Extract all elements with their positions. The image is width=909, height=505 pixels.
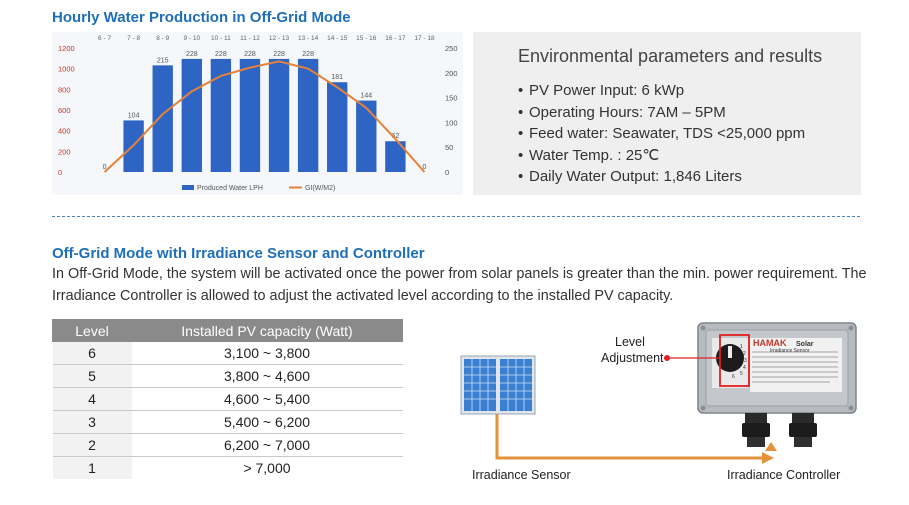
bar — [153, 65, 173, 172]
y-tick-label-left: 600 — [58, 106, 71, 115]
bullet-icon: • — [518, 125, 524, 142]
level-label-1: Level — [615, 335, 645, 349]
y-tick-label-right: 150 — [445, 93, 458, 103]
table-row — [53, 365, 403, 388]
cable-gland-icon — [742, 413, 817, 447]
env-bullet — [518, 123, 805, 145]
bar-data-label: 228 — [273, 50, 285, 58]
bar-data-label: 0 — [102, 164, 107, 171]
chart-section-title: Hourly Water Production in Off-Grid Mode — [52, 9, 351, 26]
level-cell: 3 — [53, 411, 132, 434]
bar — [327, 82, 347, 172]
dial-number: 1 — [740, 344, 743, 350]
table-header-row — [53, 320, 403, 342]
x-tick-label: 9 - 10 — [183, 35, 201, 42]
bar — [298, 59, 318, 172]
x-tick-label: 12 - 13 — [268, 35, 290, 42]
y-tick-label-left: 1000 — [58, 64, 75, 74]
solar-panel-icon — [461, 356, 535, 414]
y-tick-label-right: 200 — [445, 68, 458, 78]
env-bullet — [518, 80, 805, 102]
y-tick-label-left: 1200 — [58, 44, 75, 53]
bar-data-label: 215 — [156, 57, 169, 65]
device-subtitle: Irradiance Sensor — [770, 348, 810, 354]
table-row — [53, 434, 403, 457]
section2-title: Off-Grid Mode with Irradiance Sensor and Controller — [52, 245, 425, 262]
capacity-cell: > 7,000 — [132, 457, 403, 480]
env-bullet — [518, 166, 805, 188]
table-row — [53, 388, 403, 411]
table-row — [53, 411, 403, 434]
env-bullet — [518, 102, 805, 124]
bar-data-label: 228 — [215, 50, 227, 58]
sensor-controller-diagram — [440, 318, 909, 500]
env-bullet-text: Daily Water Output: 1,846 Liters — [529, 168, 742, 185]
legend-label-line: GI(W/M2) — [305, 185, 336, 192]
x-tick-label: 17 - 18 — [414, 35, 435, 42]
table-row — [53, 342, 403, 365]
brand-suffix: Solar — [796, 341, 814, 348]
level-label-2: Adjustment — [601, 351, 664, 365]
level-cell: 6 — [53, 342, 132, 365]
level-cell: 4 — [53, 388, 132, 411]
capacity-cell: 4,600 ~ 5,400 — [132, 388, 403, 411]
env-title: Environmental parameters and results — [518, 46, 823, 66]
level-cell: 2 — [53, 434, 132, 457]
bullet-icon: • — [518, 103, 524, 121]
section-divider — [52, 216, 860, 217]
hourly-production-chart — [52, 32, 463, 195]
x-tick-label: 15 - 16 — [356, 35, 377, 42]
dial-number: 3 — [744, 358, 747, 364]
legend-swatch-bars — [182, 185, 194, 190]
dial-number: 6 — [732, 374, 735, 380]
y-tick-label-left: 400 — [58, 126, 71, 136]
x-tick-label: 6 - 7 — [98, 35, 112, 42]
x-tick-label: 10 - 11 — [210, 35, 231, 42]
level-cell: 1 — [53, 457, 132, 480]
bar-data-label: 144 — [360, 92, 373, 100]
dial-number: 5 — [740, 371, 743, 377]
level-cell: 5 — [53, 365, 132, 388]
dial-number: 2 — [743, 351, 746, 357]
table-header-level: Level — [53, 320, 132, 342]
y-tick-label-left: 800 — [58, 85, 71, 95]
chart-svg — [52, 32, 463, 195]
bar-data-label: 62 — [391, 133, 400, 141]
level-table — [52, 319, 403, 479]
y-tick-label-left: 0 — [58, 168, 63, 177]
bar — [240, 59, 260, 172]
brand-logo: HAMAK — [753, 338, 787, 348]
bar-data-label: 228 — [185, 50, 198, 58]
capacity-cell: 3,100 ~ 3,800 — [132, 342, 403, 365]
y-tick-label-right: 250 — [445, 44, 458, 53]
capacity-cell: 6,200 ~ 7,000 — [132, 434, 403, 457]
dial-number: 4 — [743, 365, 746, 371]
wire-arrow-icon — [762, 452, 774, 464]
controller-arrow-icon — [765, 442, 777, 451]
environmental-panel — [473, 32, 861, 195]
section2-paragraph: In Off-Grid Mode, the system will be activated once the power from solar panels is greater than the min. power requirement. The Irradiance Controller is allowed to adjust the activated level according to the installed PV capacity. — [52, 266, 867, 304]
bar-data-label: 0 — [422, 164, 427, 171]
bar-data-label: 228 — [244, 50, 256, 58]
bar-data-label: 181 — [331, 74, 344, 82]
env-bullet-text: Operating Hours: 7AM – 5PM — [529, 103, 726, 121]
bar-data-label: 228 — [302, 50, 314, 58]
y-tick-label-left: 200 — [58, 147, 71, 157]
y-tick-label-right: 100 — [445, 118, 458, 128]
capacity-cell: 5,400 ~ 6,200 — [132, 411, 403, 434]
env-bullet-text: Water Temp. : 25℃ — [529, 146, 660, 164]
sensor-label: Irradiance Sensor — [472, 468, 571, 482]
x-tick-label: 8 - 9 — [156, 35, 170, 42]
capacity-cell: 3,800 ~ 4,600 — [132, 365, 403, 388]
legend-label-bars: Produced Water LPH — [197, 185, 263, 192]
bar — [182, 59, 202, 172]
env-bullet-list — [518, 80, 805, 188]
bullet-icon: • — [518, 82, 524, 99]
controller-label: Irradiance Controller — [727, 468, 841, 482]
x-tick-label: 11 - 12 — [240, 35, 260, 42]
x-tick-label: 16 - 17 — [385, 35, 406, 42]
y-tick-label-right: 50 — [445, 143, 454, 153]
bar — [269, 59, 289, 172]
x-tick-label: 13 - 14 — [298, 35, 319, 42]
bullet-icon: • — [518, 168, 524, 185]
table-header-capacity: Installed PV capacity (Watt) — [132, 320, 403, 342]
bar-data-label: 104 — [127, 112, 140, 120]
bullet-icon: • — [518, 146, 524, 164]
env-bullet — [518, 145, 805, 167]
x-tick-label: 7 - 8 — [127, 35, 141, 42]
controller-box-icon — [698, 323, 856, 413]
env-bullet-text: PV Power Input: 6 kWp — [529, 82, 685, 99]
x-tick-label: 14 - 15 — [327, 35, 348, 42]
y-tick-label-right: 0 — [445, 168, 450, 177]
table-row — [53, 457, 403, 480]
bar — [356, 101, 376, 172]
connection-wire — [497, 414, 768, 458]
env-bullet-text: Feed water: Seawater, TDS <25,000 ppm — [529, 125, 806, 142]
